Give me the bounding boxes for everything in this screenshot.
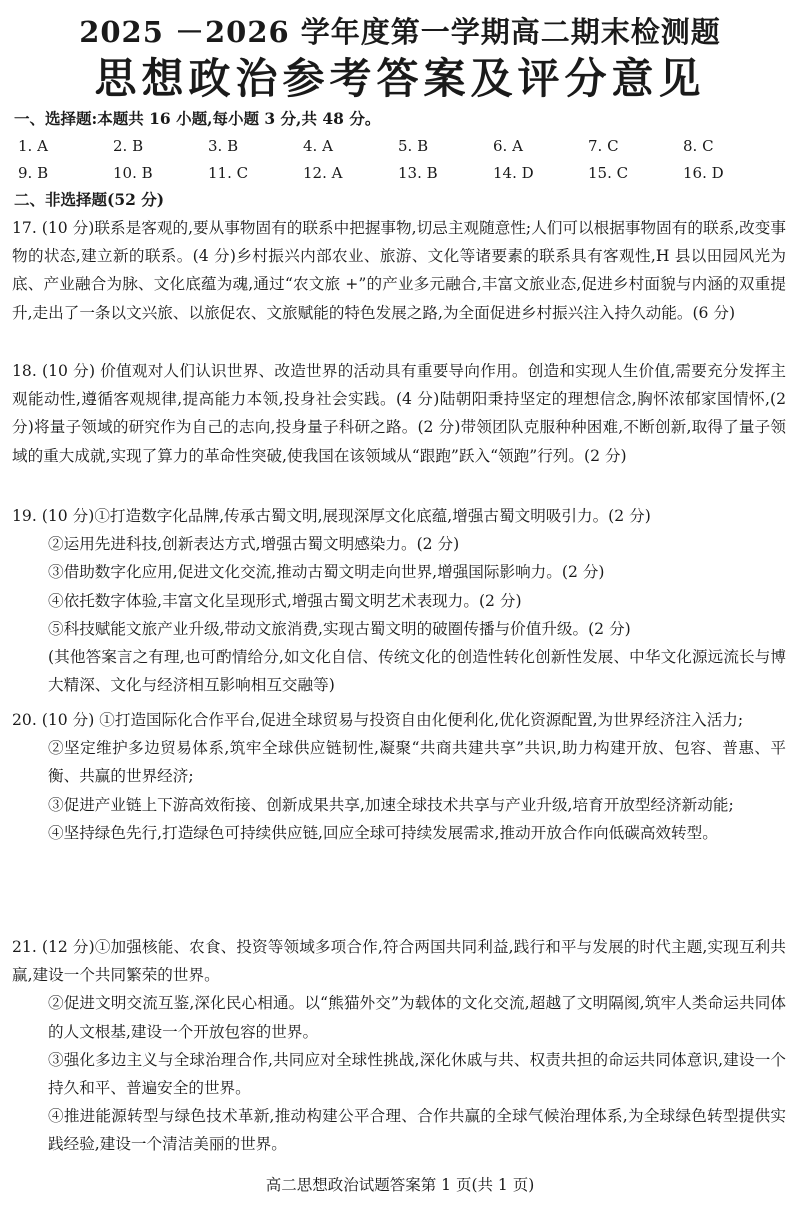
choice-answer: 14. D [493, 164, 534, 182]
exam-title: 2025 －2026 学年度第一学期高二期末检测题 [79, 15, 721, 49]
answer-paragraph: 19. (10 分)①打造数字化品牌,传承古蜀文明,展现深厚文化底蕴,增强古蜀文明吸引力。(2 分) [12, 507, 651, 525]
choice-answer: 2. B [113, 137, 144, 155]
answer-paragraph: ③促进产业链上下游高效衔接、创新成果共享,加速全球技术共享与产业升级,培育开放型经济新动能; [48, 795, 734, 814]
choice-answer: 4. A [303, 137, 333, 155]
choice-answer: 6. A [493, 137, 523, 155]
answer-paragraph: 21. (12 分)①加强核能、农食、投资等领域多项合作,符合两国共同利益,践行和平与发展的时代主题,实现互利共赢,建设一个共同繁荣的世界。 [12, 938, 786, 985]
question-20-answer [12, 706, 786, 847]
choice-answer: 9. B [18, 164, 49, 182]
choice-answer: 7. C [588, 137, 619, 155]
answer-paragraph: ②运用先进科技,创新表达方式,增强古蜀文明感染力。(2 分) [48, 535, 460, 554]
question-17-answer [12, 214, 786, 327]
question-18-answer [12, 357, 786, 470]
answer-paragraph: ③借助数字化应用,促进文化交流,推动古蜀文明走向世界,增强国际影响力。(2 分) [48, 563, 605, 582]
choice-answer: 5. B [398, 137, 429, 155]
choice-answer: 13. B [398, 164, 438, 182]
answer-paragraph: 17. (10 分)联系是客观的,要从事物固有的联系中把握事物,切忌主观随意性;人们可以根据事物固有的联系,改变事物的状态,建立新的联系。(4 分)乡村振兴内部农业、旅游、文化等诸要素的联系具有客观性,H 县以田园风光为底、产业融合为脉、文化底蕴为魂,通过“农文旅 +”的产业多元融合,丰富文旅业态,促进乡村面貌与内涵的双重提升,走出了一条以文兴旅、以旅促农、文旅赋能的特色发展之路,为全面促进乡村振兴注入持久动能。(6 分) [12, 219, 786, 322]
choice-answer: 15. C [588, 164, 629, 182]
document-title: 思想政治参考答案及评分意见 [94, 54, 706, 103]
question-19-answer [12, 502, 786, 699]
answer-row-2 [18, 160, 788, 186]
answer-paragraph: ⑤科技赋能文旅产业升级,带动文旅消费,实现古蜀文明的破圈传播与价值升级。(2 分) [48, 619, 631, 638]
choice-answer: 10. B [113, 164, 153, 182]
choice-answer: 11. C [208, 164, 249, 182]
answer-paragraph: ②促进文明交流互鉴,深化民心相通。以“熊猫外交”为载体的文化交流,超越了文明隔阂,筑牢人类命运共同体的人文根基,建设一个开放包容的世界。 [48, 994, 786, 1041]
choice-answer: 3. B [208, 137, 239, 155]
answer-paragraph: ④坚持绿色先行,打造绿色可持续供应链,回应全球可持续发展需求,推动开放合作向低碳高效转型。 [48, 823, 718, 842]
answer-paragraph: ④依托数字体验,丰富文化呈现形式,增强古蜀文明艺术表现力。(2 分) [48, 591, 522, 610]
question-21-answer [12, 933, 786, 1159]
answer-paragraph: ④推进能源转型与绿色技术革新,推动构建公平合理、合作共赢的全球气候治理体系,为全球绿色转型提供实践经验,建设一个清洁美丽的世界。 [48, 1107, 786, 1154]
choice-answer: 8. C [683, 137, 714, 155]
choice-answer: 16. D [683, 164, 724, 182]
section-heading-choice: 一、选择题:本题共 16 小题,每小题 3 分,共 48 分。 [14, 109, 381, 128]
answer-paragraph: 20. (10 分) ①打造国际化合作平台,促进全球贸易与投资自由化便利化,优化资源配置,为世界经济注入活力; [12, 711, 744, 729]
page-footer: 高二思想政治试题答案第 1 页(共 1 页) [265, 1176, 535, 1194]
answer-paragraph: ②坚定维护多边贸易体系,筑牢全球供应链韧性,凝聚“共商共建共享”共识,助力构建开放、包容、普惠、平衡、共赢的世界经济; [48, 739, 786, 786]
answer-note: (其他答案言之有理,也可酌情给分,如文化自信、传统文化的创造性转化创新性发展、中华文化源远流长与博大精深、文化与经济相互影响相互交融等) [48, 648, 786, 695]
choice-answer: 1. A [18, 137, 48, 155]
choice-answer: 12. A [303, 164, 343, 182]
answer-paragraph: 18. (10 分) 价值观对人们认识世界、改造世界的活动具有重要导向作用。创造和实现人生价值,需要充分发挥主观能动性,遵循客观规律,提高能力本领,投身社会实践。(4 分)陆朝阳秉持坚定的理想信念,胸怀浓郁家国情怀,(2 分)将量子领域的研究作为自己的志向,投身量子科研之路。(2 分)带领团队克服种种困难,不断创新,取得了量子领域的重大成就,实现了算力的革命性突破,使我国在该领域从“跟跑”跃入“领跑”行列。(2 分) [12, 362, 786, 465]
answer-row-1 [18, 133, 788, 159]
answer-paragraph: ③强化多边主义与全球治理合作,共同应对全球性挑战,深化休戚与共、权责共担的命运共同体意识,建设一个持久和平、普遍安全的世界。 [48, 1050, 786, 1098]
section-heading-nonchoice: 二、非选择题(52 分) [14, 190, 165, 209]
